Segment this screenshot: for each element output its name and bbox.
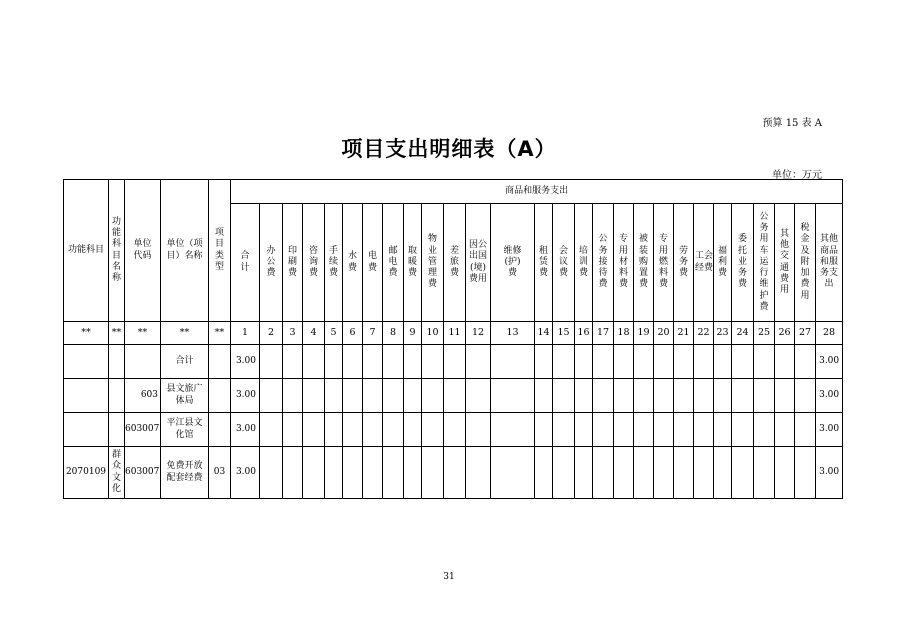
empty-cell xyxy=(343,447,363,499)
unit-code-cell: 603 xyxy=(125,379,161,413)
empty-cell xyxy=(404,345,422,379)
index-mark: ** xyxy=(209,322,231,345)
empty-cell xyxy=(694,379,714,413)
empty-cell xyxy=(283,447,303,499)
total-cell: 3.00 xyxy=(231,413,260,447)
index-number: 12 xyxy=(466,322,491,345)
empty-cell xyxy=(260,345,283,379)
sub-header-col-28: 其他商品和服务支出 xyxy=(816,204,843,322)
empty-cell xyxy=(422,379,444,413)
index-number: 15 xyxy=(553,322,575,345)
empty-cell xyxy=(775,379,795,413)
empty-cell xyxy=(775,413,795,447)
empty-cell xyxy=(553,345,575,379)
unit-name-cell: 免费开放配套经费 xyxy=(161,447,209,499)
empty-cell xyxy=(654,345,674,379)
empty-cell xyxy=(444,413,466,447)
sub-header-col-8: 邮电费 xyxy=(383,204,404,322)
empty-cell xyxy=(634,379,654,413)
empty-cell xyxy=(674,345,694,379)
empty-cell xyxy=(404,413,422,447)
empty-cell xyxy=(795,413,816,447)
empty-cell xyxy=(404,379,422,413)
empty-cell xyxy=(575,413,593,447)
empty-cell xyxy=(593,413,614,447)
empty-cell xyxy=(634,413,654,447)
empty-cell xyxy=(303,447,325,499)
index-number: 6 xyxy=(343,322,363,345)
index-number: 22 xyxy=(694,322,714,345)
empty-cell xyxy=(795,447,816,499)
sub-header-col-27: 税金及附加费用 xyxy=(795,204,816,322)
index-number: 11 xyxy=(444,322,466,345)
sub-header-col-4: 咨询费 xyxy=(303,204,325,322)
sub-header-col-1: 合计 xyxy=(231,204,260,322)
empty-cell xyxy=(363,345,383,379)
index-number: 27 xyxy=(795,322,816,345)
sub-header-col-14: 租赁费 xyxy=(535,204,553,322)
empty-cell xyxy=(553,447,575,499)
index-number: 24 xyxy=(732,322,754,345)
sub-header-col-17: 公务接待费 xyxy=(593,204,614,322)
empty-cell xyxy=(614,413,634,447)
header-func-name: 功能科目名称 xyxy=(109,180,125,322)
func-code-cell xyxy=(64,413,109,447)
func-code-cell: 2070109 xyxy=(64,447,109,499)
header-func-code: 功能科目 xyxy=(64,180,109,322)
sub-header-col-7: 电费 xyxy=(363,204,383,322)
sub-header-col-25: 公务用车运行维护费 xyxy=(754,204,775,322)
func-name-cell: 群众文化 xyxy=(109,447,125,499)
index-number: 23 xyxy=(714,322,732,345)
empty-cell xyxy=(714,413,732,447)
unit-name-cell: 平江县文化馆 xyxy=(161,413,209,447)
empty-cell xyxy=(383,447,404,499)
empty-cell xyxy=(732,345,754,379)
empty-cell xyxy=(260,379,283,413)
empty-cell xyxy=(553,379,575,413)
empty-cell xyxy=(575,447,593,499)
empty-cell xyxy=(363,447,383,499)
unit-code-cell: 603007 xyxy=(125,447,161,499)
index-number: 4 xyxy=(303,322,325,345)
empty-cell xyxy=(383,345,404,379)
other-expense-cell: 3.00 xyxy=(816,413,843,447)
empty-cell xyxy=(491,345,535,379)
page-title: 项目支出明细表（A） xyxy=(341,137,557,161)
index-number: 5 xyxy=(325,322,343,345)
sub-header-col-2: 办公费 xyxy=(260,204,283,322)
empty-cell xyxy=(593,345,614,379)
sub-header-col-3: 印刷费 xyxy=(283,204,303,322)
index-number: 3 xyxy=(283,322,303,345)
empty-cell xyxy=(363,413,383,447)
project-type-cell: 03 xyxy=(209,447,231,499)
index-number: 1 xyxy=(231,322,260,345)
empty-cell xyxy=(535,345,553,379)
sub-header-col-19: 被装购置费 xyxy=(634,204,654,322)
empty-cell xyxy=(491,379,535,413)
empty-cell xyxy=(654,413,674,447)
empty-cell xyxy=(593,379,614,413)
empty-cell xyxy=(714,379,732,413)
index-mark: ** xyxy=(161,322,209,345)
total-cell: 3.00 xyxy=(231,447,260,499)
empty-cell xyxy=(260,447,283,499)
empty-cell xyxy=(775,345,795,379)
unit-code-cell xyxy=(125,345,161,379)
project-type-cell xyxy=(209,413,231,447)
empty-cell xyxy=(634,345,654,379)
unit-label: 单位：万元 xyxy=(772,170,822,181)
other-expense-cell: 3.00 xyxy=(816,345,843,379)
empty-cell xyxy=(535,447,553,499)
empty-cell xyxy=(694,345,714,379)
empty-cell xyxy=(325,447,343,499)
empty-cell xyxy=(754,379,775,413)
empty-cell xyxy=(383,379,404,413)
empty-cell xyxy=(614,379,634,413)
empty-cell xyxy=(283,379,303,413)
empty-cell xyxy=(694,413,714,447)
index-number: 8 xyxy=(383,322,404,345)
sub-header-col-9: 取暖费 xyxy=(404,204,422,322)
sub-header-col-23: 福利费 xyxy=(714,204,732,322)
empty-cell xyxy=(466,379,491,413)
unit-name-cell: 合计 xyxy=(161,345,209,379)
sub-header-col-12: 因公出国(境)费用 xyxy=(466,204,491,322)
index-number: 25 xyxy=(754,322,775,345)
empty-cell xyxy=(795,345,816,379)
header-unit-name: 单位（项目）名称 xyxy=(161,180,209,322)
empty-cell xyxy=(325,379,343,413)
empty-cell xyxy=(422,447,444,499)
empty-cell xyxy=(444,379,466,413)
index-number: 16 xyxy=(575,322,593,345)
empty-cell xyxy=(343,379,363,413)
empty-cell xyxy=(491,447,535,499)
sub-header-col-26: 其他交通费用 xyxy=(775,204,795,322)
sub-header-col-18: 专用材料费 xyxy=(614,204,634,322)
empty-cell xyxy=(674,379,694,413)
index-number: 2 xyxy=(260,322,283,345)
unit-name-cell: 县文旅广体局 xyxy=(161,379,209,413)
index-number: 17 xyxy=(593,322,614,345)
empty-cell xyxy=(535,413,553,447)
form-tag: 预算 15 表 A xyxy=(762,118,822,129)
index-mark: ** xyxy=(125,322,161,345)
empty-cell xyxy=(466,447,491,499)
empty-cell xyxy=(575,379,593,413)
sub-header-col-6: 水费 xyxy=(343,204,363,322)
empty-cell xyxy=(422,413,444,447)
empty-cell xyxy=(343,345,363,379)
unit-code-cell: 603007 xyxy=(125,413,161,447)
empty-cell xyxy=(775,447,795,499)
index-number: 14 xyxy=(535,322,553,345)
empty-cell xyxy=(714,447,732,499)
empty-cell xyxy=(674,413,694,447)
empty-cell xyxy=(303,345,325,379)
empty-cell xyxy=(343,413,363,447)
empty-cell xyxy=(444,345,466,379)
empty-cell xyxy=(283,345,303,379)
empty-cell xyxy=(383,413,404,447)
index-number: 21 xyxy=(674,322,694,345)
other-expense-cell: 3.00 xyxy=(816,447,843,499)
page-number: 31 xyxy=(443,572,455,582)
empty-cell xyxy=(654,379,674,413)
empty-cell xyxy=(404,447,422,499)
empty-cell xyxy=(754,447,775,499)
project-type-cell xyxy=(209,379,231,413)
index-number: 7 xyxy=(363,322,383,345)
total-cell: 3.00 xyxy=(231,345,260,379)
empty-cell xyxy=(694,447,714,499)
sub-header-col-16: 培训费 xyxy=(575,204,593,322)
sub-header-col-11: 差旅费 xyxy=(444,204,466,322)
sub-header-col-22: 工会经费 xyxy=(694,204,714,322)
empty-cell xyxy=(422,345,444,379)
empty-cell xyxy=(614,447,634,499)
empty-cell xyxy=(754,413,775,447)
index-number: 18 xyxy=(614,322,634,345)
group-header-goods-services: 商品和服务支出 xyxy=(231,180,843,204)
sub-header-col-15: 会议费 xyxy=(553,204,575,322)
empty-cell xyxy=(674,447,694,499)
index-mark: ** xyxy=(64,322,109,345)
project-type-cell xyxy=(209,345,231,379)
empty-cell xyxy=(260,413,283,447)
empty-cell xyxy=(466,345,491,379)
empty-cell xyxy=(303,379,325,413)
index-number: 9 xyxy=(404,322,422,345)
empty-cell xyxy=(325,345,343,379)
sub-header-col-21: 劳务费 xyxy=(674,204,694,322)
empty-cell xyxy=(325,413,343,447)
func-name-cell xyxy=(109,345,125,379)
total-cell: 3.00 xyxy=(231,379,260,413)
sub-header-col-20: 专用燃料费 xyxy=(654,204,674,322)
index-number: 26 xyxy=(775,322,795,345)
empty-cell xyxy=(575,345,593,379)
func-name-cell xyxy=(109,379,125,413)
index-mark: ** xyxy=(109,322,125,345)
sub-header-col-24: 委托业务费 xyxy=(732,204,754,322)
other-expense-cell: 3.00 xyxy=(816,379,843,413)
empty-cell xyxy=(732,447,754,499)
func-code-cell xyxy=(64,345,109,379)
empty-cell xyxy=(535,379,553,413)
empty-cell xyxy=(593,447,614,499)
sub-header-col-5: 手续费 xyxy=(325,204,343,322)
empty-cell xyxy=(654,447,674,499)
empty-cell xyxy=(363,379,383,413)
sub-header-col-13: 维修(护)费 xyxy=(491,204,535,322)
empty-cell xyxy=(714,345,732,379)
empty-cell xyxy=(466,413,491,447)
index-number: 20 xyxy=(654,322,674,345)
empty-cell xyxy=(444,447,466,499)
empty-cell xyxy=(634,447,654,499)
func-code-cell xyxy=(64,379,109,413)
sub-header-col-10: 物业管理费 xyxy=(422,204,444,322)
empty-cell xyxy=(754,345,775,379)
empty-cell xyxy=(732,413,754,447)
empty-cell xyxy=(491,413,535,447)
empty-cell xyxy=(795,379,816,413)
empty-cell xyxy=(553,413,575,447)
expense-table xyxy=(63,179,843,499)
index-number: 10 xyxy=(422,322,444,345)
func-name-cell xyxy=(109,413,125,447)
index-number: 28 xyxy=(816,322,843,345)
index-number: 13 xyxy=(491,322,535,345)
empty-cell xyxy=(732,379,754,413)
index-number: 19 xyxy=(634,322,654,345)
empty-cell xyxy=(303,413,325,447)
empty-cell xyxy=(283,413,303,447)
empty-cell xyxy=(614,345,634,379)
header-project-type: 项目类型 xyxy=(209,180,231,322)
header-unit-code: 单位代码 xyxy=(125,180,161,322)
